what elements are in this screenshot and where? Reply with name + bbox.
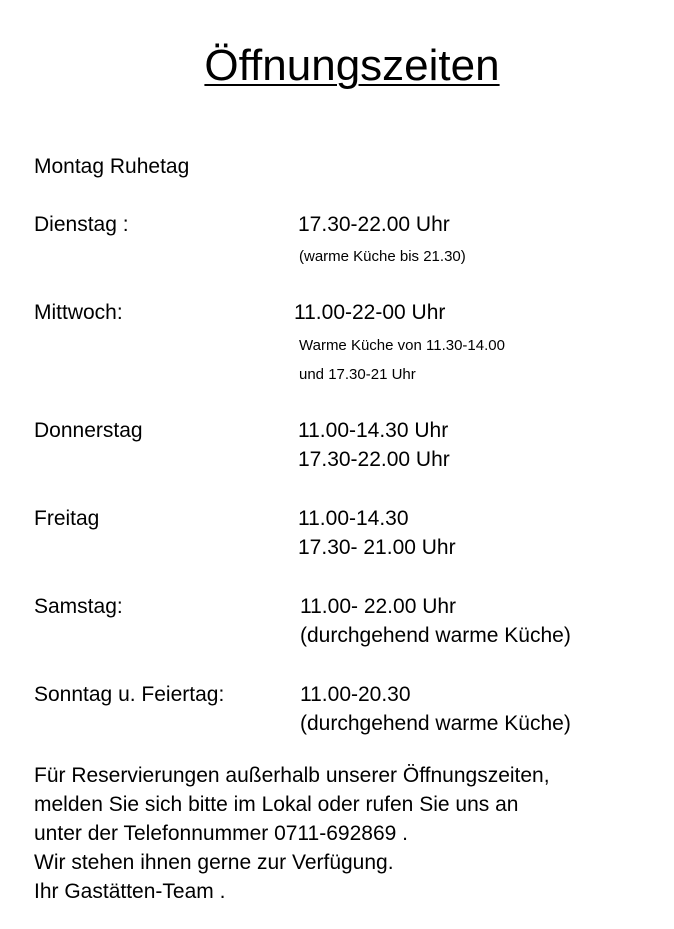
day-tuesday-note: (warme Küche bis 21.30): [299, 248, 466, 265]
day-sunday-label: Sonntag u. Feiertag:: [34, 683, 225, 706]
day-tuesday-hours: 17.30-22.00 Uhr: [298, 213, 450, 236]
day-tuesday-label: Dienstag :: [34, 213, 129, 236]
day-wednesday-note-1: Warme Küche von 11.30-14.00: [299, 337, 505, 354]
reservation-note: [34, 761, 654, 906]
day-wednesday-label: Mittwoch:: [34, 301, 123, 324]
day-saturday-hours-1: 11.00- 22.00 Uhr: [300, 595, 457, 618]
day-saturday-hours-2: (durchgehend warme Küche): [300, 624, 571, 647]
day-friday-hours-1: 11.00-14.30: [298, 507, 409, 530]
day-thursday-label: Donnerstag: [34, 419, 143, 442]
closed-day: Montag Ruhetag: [34, 155, 190, 178]
reservation-note-line: Wir stehen ihnen gerne zur Verfügung.: [34, 851, 394, 874]
day-thursday-hours-1: 11.00-14.30 Uhr: [298, 419, 449, 442]
day-wednesday-hours: 11.00-22-00 Uhr: [294, 301, 446, 324]
day-sunday-hours-1: 11.00-20.30: [300, 683, 411, 706]
day-friday-hours-2: 17.30- 21.00 Uhr: [298, 536, 456, 559]
day-friday-label: Freitag: [34, 507, 100, 530]
reservation-note-line: melden Sie sich bitte im Lokal oder rufen Sie uns an: [34, 793, 519, 816]
day-sunday-hours-2: (durchgehend warme Küche): [300, 712, 571, 735]
day-wednesday-note-2: und 17.30-21 Uhr: [299, 366, 416, 383]
day-saturday-label: Samstag:: [34, 595, 123, 618]
page-title: Öffnungszeiten: [204, 41, 500, 90]
reservation-note-line: Für Reservierungen außerhalb unserer Öffnungszeiten,: [34, 764, 550, 787]
reservation-note-line: unter der Telefonnummer 0711-692869 .: [34, 822, 408, 845]
day-thursday-hours-2: 17.30-22.00 Uhr: [298, 448, 450, 471]
signature-line: Ihr Gastätten-Team .: [34, 880, 226, 903]
